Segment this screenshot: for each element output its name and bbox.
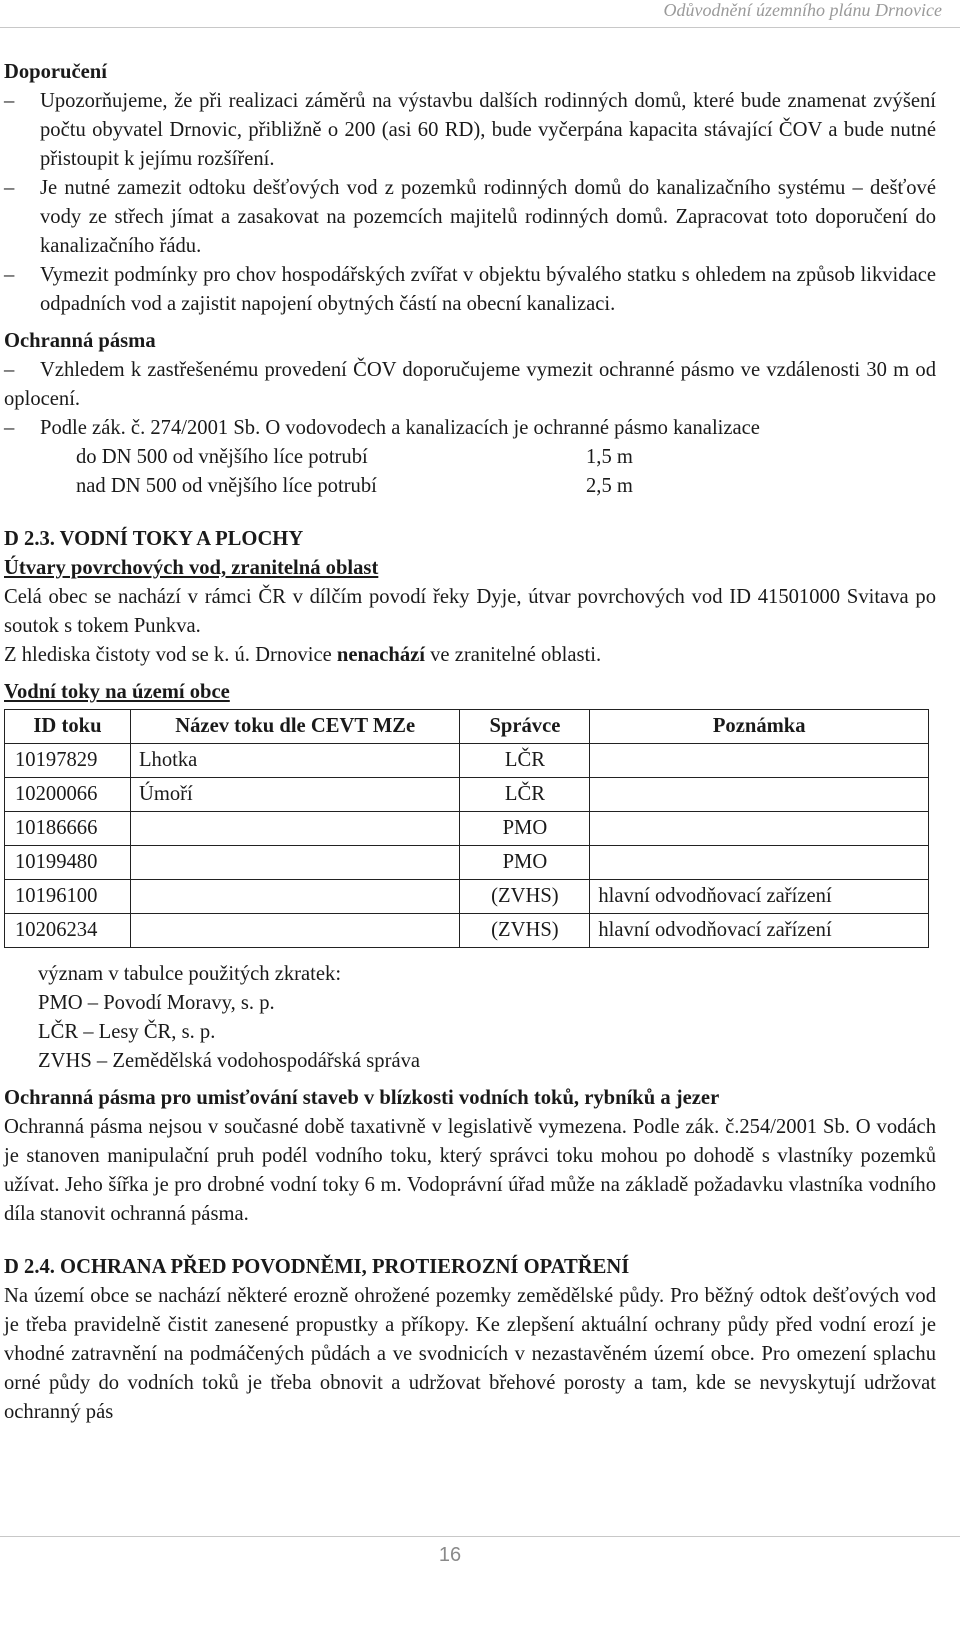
column-header: Název toku dle CEVT MZe: [130, 710, 460, 744]
page-content: [4, 58, 936, 1427]
paragraph: [4, 641, 936, 670]
list-item: [4, 356, 936, 414]
cell-manager: PMO: [460, 846, 590, 880]
table-row: [5, 812, 929, 846]
header-rule: [0, 27, 960, 28]
table-header-row: [5, 710, 929, 744]
cell-manager: (ZVHS): [460, 880, 590, 914]
cell-id: 10197829: [5, 744, 131, 778]
cell-name: Lhotka: [130, 744, 460, 778]
paragraph: Ochranná pásma nejsou v současné době taxativně v legislativě vymezena. Podle zák. č.254/2001 Sb. O vodách je stanoven manipulační pruh podél vodního toku, který správci toku mohou po dohodě s vlastníky pozemků užívat. Jeho šířka je pro drobné vodní toky 6 m. Vodoprávní úřad může na základě požadavku vlastníka vodního díla stanovit ochranná pásma.: [4, 1116, 936, 1225]
list-item-text: Vymezit podmínky pro chov hospodářských zvířat v objektu bývalého statku s ohledem na způsob likvidace odpadních vod a zajistit napojení obytných částí na obecní kanalizaci.: [40, 264, 936, 315]
heading-doporuceni: Doporučení: [4, 61, 107, 83]
cell-id: 10206234: [5, 914, 131, 948]
abbreviation-line: ZVHS – Zemědělská vodohospodářská správa: [38, 1050, 421, 1072]
cell-name: [130, 812, 460, 846]
cell-name: [130, 914, 460, 948]
page-number: 16: [438, 1544, 462, 1566]
abbreviation-line: LČR – Lesy ČR, s. p.: [38, 1021, 216, 1043]
list-item-text: Vzhledem k zastřešenému provedení ČOV doporučujeme vymezit ochranné pásmo ve vzdálenosti 30 m od oplocení.: [4, 359, 936, 410]
text-run: Z hlediska čistoty vod se k. ú. Drnovice: [4, 644, 337, 666]
cell-id: 10199480: [5, 846, 131, 880]
abbreviation-line: význam v tabulce použitých zkratek:: [38, 963, 342, 985]
cell-name: [130, 846, 460, 880]
cell-note: [590, 846, 929, 880]
table-heading: Vodní toky na území obce: [4, 681, 230, 703]
cell-note: [590, 778, 929, 812]
dash-bullet: –: [4, 359, 15, 381]
cell-manager: LČR: [460, 744, 590, 778]
footer-rule: [0, 1536, 960, 1537]
abbreviation-line: PMO – Povodí Moravy, s. p.: [38, 992, 275, 1014]
dash-bullet: –: [4, 90, 15, 112]
list-item-text: Podle zák. č. 274/2001 Sb. O vodovodech a kanalizacích je ochranné pásmo kanalizace: [40, 417, 760, 439]
list-item: [4, 87, 936, 174]
cell-name: [130, 880, 460, 914]
protection-zone-label: do DN 500 od vnějšího líce potrubí: [76, 446, 368, 468]
water-courses-table: [4, 709, 929, 948]
text-run: ve zranitelné oblasti.: [424, 644, 602, 666]
cell-manager: PMO: [460, 812, 590, 846]
table-row: [5, 744, 929, 778]
column-header: Poznámka: [590, 710, 929, 744]
list-item: [4, 261, 936, 319]
table-row: [5, 778, 929, 812]
cell-manager: (ZVHS): [460, 914, 590, 948]
cell-id: 10186666: [5, 812, 131, 846]
list-item: [4, 174, 936, 261]
cell-note: [590, 812, 929, 846]
heading-ochranna-pasma-stavby: Ochranná pásma pro umisťování staveb v blízkosti vodních toků, rybníků a jezer: [4, 1087, 720, 1109]
cell-id: 10196100: [5, 880, 131, 914]
subheading-utvary: Útvary povrchových vod, zranitelná oblast: [4, 557, 379, 579]
abbreviation-legend: [4, 960, 936, 1076]
section-heading-d24: D 2.4. OCHRANA PŘED POVODNĚMI, PROTIEROZNÍ OPATŘENÍ: [4, 1256, 630, 1278]
table-row: [5, 880, 929, 914]
list-item-text: Upozorňujeme, že při realizaci záměrů na výstavbu dalších rodinných domů, které bude znamenat zvýšení počtu obyvatel Drnovic, přibližně o 200 (asi 60 RD), bude vyčerpána kapacita stávající ČOV a bude nutné přistoupit k jejímu rozšíření.: [40, 90, 936, 170]
emphasis-text: nenachází: [336, 644, 425, 666]
protection-zone-label: nad DN 500 od vnějšího líce potrubí: [76, 475, 377, 497]
dash-bullet: –: [4, 264, 15, 286]
column-header: Správce: [460, 710, 590, 744]
protection-zone-row: [4, 472, 936, 501]
cell-name: Úmoří: [130, 778, 460, 812]
cell-id: 10200066: [5, 778, 131, 812]
cell-note: hlavní odvodňovací zařízení: [590, 880, 929, 914]
protection-zone-row: [4, 443, 936, 472]
table-row: [5, 914, 929, 948]
protection-zone-value: 2,5 m: [586, 475, 633, 497]
heading-ochranna-pasma: Ochranná pásma: [4, 330, 156, 352]
list-item: [4, 414, 936, 443]
column-header: ID toku: [5, 710, 131, 744]
list-item-text: Je nutné zamezit odtoku dešťových vod z pozemků rodinných domů do kanalizačního systému – dešťové vody ze střech jímat a zasakovat na pozemcích majitelů rodinných domů. Zapracovat toto doporučení do kanalizačního řádu.: [40, 177, 936, 257]
protection-zone-value: 1,5 m: [586, 446, 633, 468]
paragraph: Celá obec se nachází v rámci ČR v dílčím povodí řeky Dyje, útvar povrchových vod ID 41501000 Svitava po soutok s tokem Punkva.: [4, 586, 936, 637]
dash-bullet: –: [4, 177, 15, 199]
section-heading-d23: D 2.3. VODNÍ TOKY A PLOCHY: [4, 528, 304, 550]
cell-note: hlavní odvodňovací zařízení: [590, 914, 929, 948]
table-row: [5, 846, 929, 880]
paragraph: Na území obce se nachází některé erozně ohrožené pozemky zemědělské půdy. Pro běžný odtok dešťových vod je třeba pravidelně čistit zanesené propustky a příkopy. Ke zlepšení aktuální ochrany půdy před vodní erozí je vhodné zatravnění na podmáčených půdách a ve svodnicích v nezastavěném území obce. Pro omezení splachu orné půdy do vodních toků je třeba obnovit a udržovat břehové porosty a tam, kde se nevyskytují udržovat ochranný pás: [4, 1285, 936, 1423]
cell-note: [590, 744, 929, 778]
running-header: Odůvodnění územního plánu Drnovice: [663, 0, 942, 20]
cell-manager: LČR: [460, 778, 590, 812]
dash-bullet: –: [4, 417, 15, 439]
